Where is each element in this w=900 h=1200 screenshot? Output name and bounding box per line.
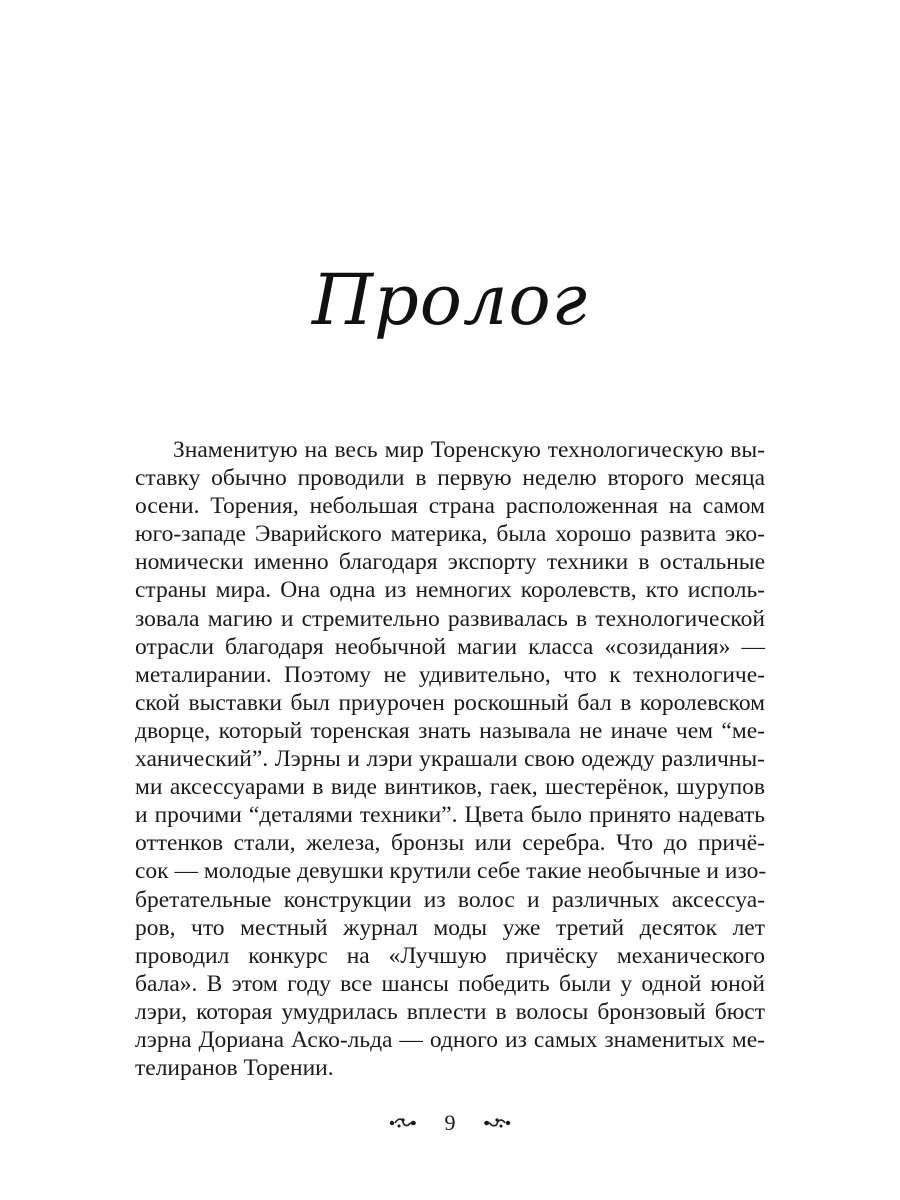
text-line: лэри, которая умудрилась вплести в волосы бронзовый бюст: [135, 998, 765, 1025]
page-footer: [0, 1108, 900, 1138]
text-line: ставку обычно проводили в первую неделю второго месяца: [135, 465, 765, 492]
text-line: юго-западе Эварийского материка, была хорошо развита эко-: [135, 521, 765, 548]
text-line: телиранов Торении.: [135, 1055, 334, 1082]
chapter-title: Пролог: [311, 259, 589, 341]
text-line: дворце, который торенская знать называла не иначе чем “ме-: [135, 717, 765, 744]
text-line: сок — молодые девушки крутили себе такие необычные и изо-: [135, 858, 767, 885]
text-line: отрасли благодаря необычной магии класса «созидания» —: [135, 633, 765, 660]
text-line: ми аксессуарами в виде винтиков, гаек, шестерёнок, шурупов: [135, 774, 765, 801]
text-line: осени. Торения, небольшая страна расположенная на самом: [135, 493, 765, 520]
text-line: металирании. Поэтому не удивительно, что к технологиче-: [135, 661, 765, 688]
prologue-paragraph: [135, 436, 765, 1082]
page-number: 9: [444, 1110, 456, 1135]
text-line: ханический”. Лэрны и лэри украшали свою одежду различны-: [135, 746, 765, 773]
text-line: номически именно благодаря экспорту техники в остальные: [135, 549, 765, 576]
floral-ornament-icon: [388, 1116, 418, 1130]
floral-ornament-icon: [482, 1116, 512, 1130]
text-line: бала». В этом году все шансы победить были у одной юной: [135, 970, 765, 997]
text-line: страны мира. Она одна из немногих королевств, кто исполь-: [135, 577, 765, 604]
text-line: ров, что местный журнал моды уже третий десяток лет: [135, 914, 765, 941]
text-line: бретательные конструкции из волос и различных аксессуа-: [135, 886, 765, 913]
text-line: лэрна Дориана Аско-льда — одного из самых знаменитых ме-: [135, 1026, 765, 1053]
text-line: Знаменитую на весь мир Торенскую технологическую вы-: [173, 437, 765, 463]
text-line: и прочими “деталями техники”. Цвета было принято надевать: [135, 802, 765, 829]
text-line: зовала магию и стремительно развивалась в технологической: [135, 605, 765, 632]
text-line: ской выставки был приурочен роскошный бал в королевском: [135, 689, 765, 716]
text-line: оттенков стали, железа, бронзы или серебра. Что до причё-: [135, 830, 765, 857]
text-line: проводил конкурс на «Лучшую причёску механического: [135, 942, 765, 969]
